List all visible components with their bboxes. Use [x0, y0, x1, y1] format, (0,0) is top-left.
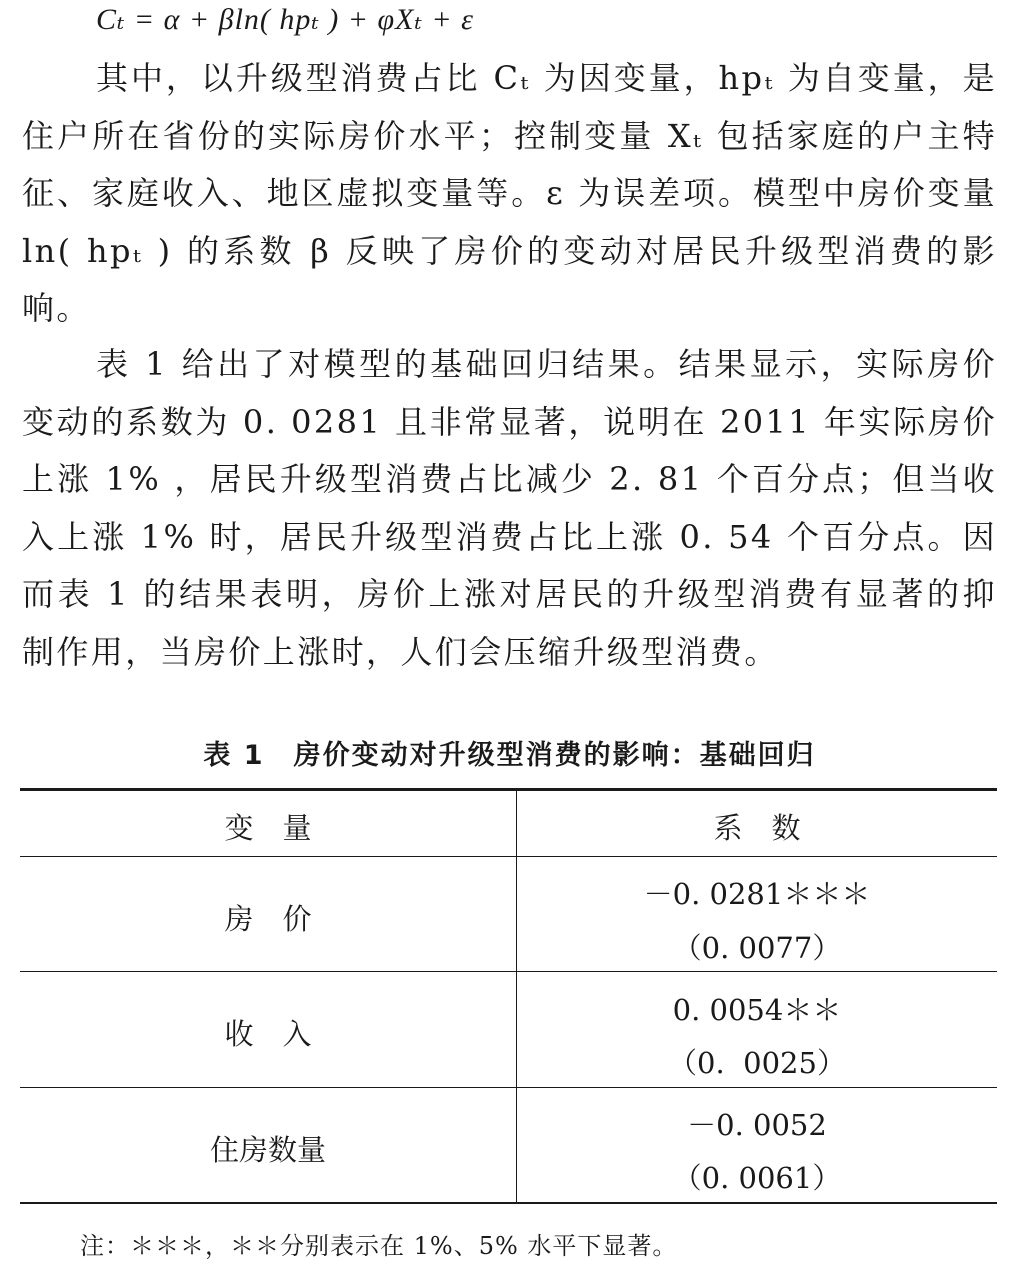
row-housing-count-se: （0. 0061） [672, 1161, 842, 1195]
row-income-coef: 0. 0054＊＊ [672, 993, 842, 1027]
table-row-rule [20, 1087, 997, 1088]
row-income-label: 收 入 [224, 1017, 312, 1051]
paragraph-regression-results: 表 1 给出了对模型的基础回归结果。结果显示，实际房价变动的系数为 0. 0281 且非常显著，说明在 2011 年实际房价上涨 1% ，居民升级型消费占比减少 2. 81 个百分点；但当收入上涨 1% 时，居民升级型消费占比上涨 0. 54 个百分点。因而表 1 的结果表明，房价上涨对居民的升级型消费有显著的抑制作用，当房价上涨时，人们会压缩升级型消费。 [22, 345, 997, 671]
row-income-se: （0. 0025） [668, 1046, 846, 1080]
row-house-price-coef: －0. 0281＊＊＊ [643, 877, 871, 911]
table-bottom-rule [20, 1202, 997, 1204]
table-header-rule [20, 856, 997, 857]
table-top-rule [20, 788, 997, 791]
row-house-price-se: （0. 0077） [672, 931, 842, 965]
table-note: 注：＊＊＊，＊＊分别表示在 1%、5% 水平下显著。 [80, 1232, 678, 1260]
row-housing-count-label: 住房数量 [209, 1133, 326, 1167]
table-row-rule [20, 971, 997, 972]
regression-formula: Cₜ = α + βln( hpₜ ) + φXₜ + ε [96, 3, 474, 36]
row-house-price-label: 房 价 [224, 902, 312, 936]
header-variable: 变 量 [224, 811, 312, 845]
paragraph-model-description: 其中，以升级型消费占比 Cₜ 为因变量，hpₜ 为自变量，是住户所在省份的实际房价水平；控制变量 Xₜ 包括家庭的户主特征、家庭收入、地区虚拟变量等。ε 为误差项。模型中房价变量 ln( hpₜ ) 的系数 β 反映了房价的变动对居民升级型消费的影响。 [22, 59, 997, 328]
row-housing-count-coef: －0. 0052 [687, 1108, 827, 1142]
header-coefficient: 系 数 [713, 811, 801, 845]
table-caption: 表 1 房价变动对升级型消费的影响：基础回归 [203, 740, 816, 771]
